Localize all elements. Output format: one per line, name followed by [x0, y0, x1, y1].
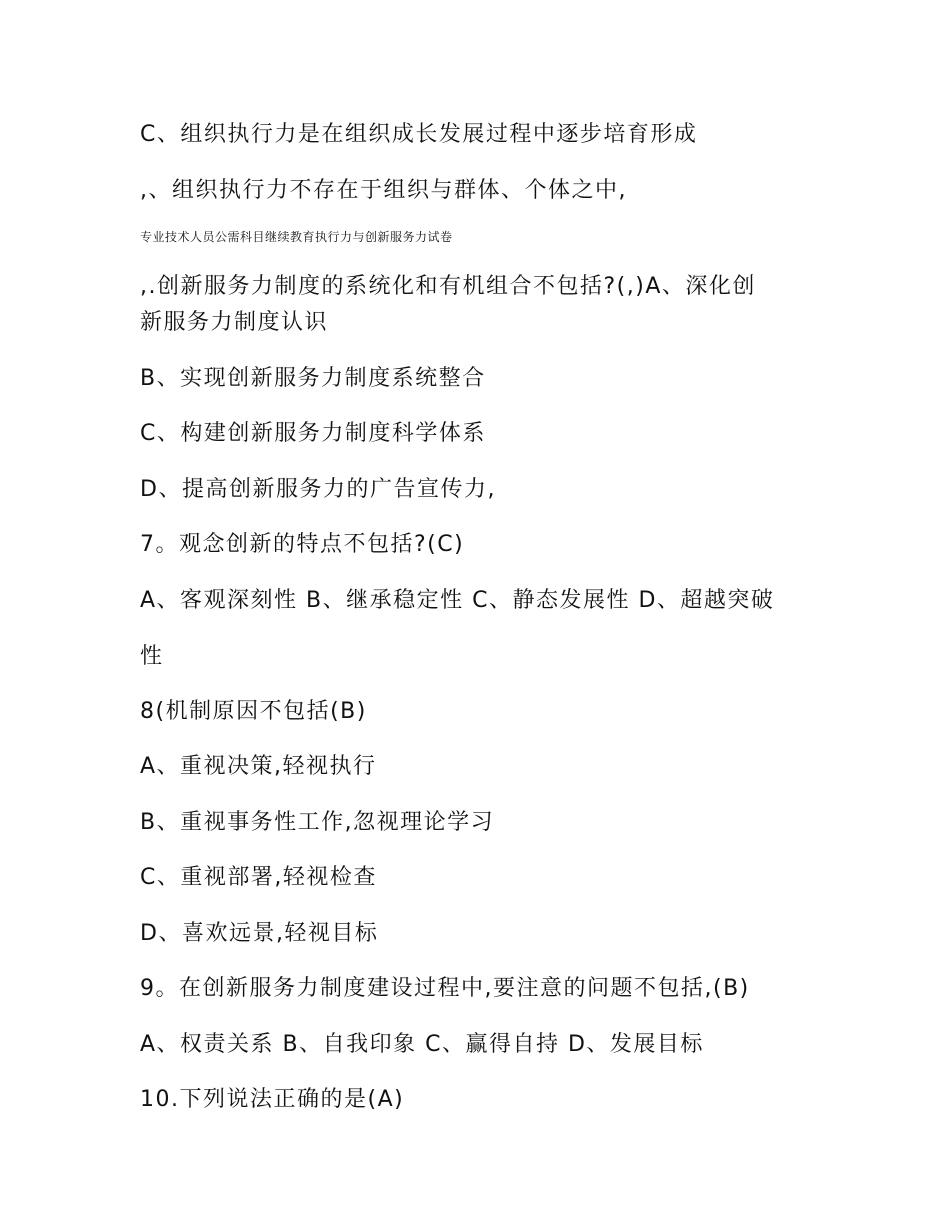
running-header: 专业技术人员公需科目继续教育执行力与创新服务力试卷 [140, 230, 453, 244]
question-6-line-1: ,.创新服务力制度的系统化和有机组合不包括?(,)A、深化创 [140, 274, 756, 299]
question-6-option-d: D、提高创新服务力的广告宣传力, [140, 477, 496, 502]
option-d-line: ,、组织执行力不存在于组织与群体、个体之中, [140, 178, 627, 203]
question-6-line-2: 新服务力制度认识 [140, 310, 329, 335]
question-8-option-d: D、喜欢远景,轻视目标 [140, 921, 379, 946]
question-8-option-a: A、重视决策,轻视执行 [140, 754, 377, 779]
option-c-line: C、组织执行力是在组织成长发展过程中逐步培育形成 [140, 122, 698, 147]
question-7-options: A、客观深刻性 B、继承稳定性 C、静态发展性 D、超越突破 [140, 588, 775, 613]
question-6-option-b: B、实现创新服务力制度系统整合 [140, 366, 486, 391]
question-8-option-b: B、重视事务性工作,忽视理论学习 [140, 810, 495, 835]
question-9-options: A、权责关系 B、自我印象 C、赢得自持 D、发展目标 [140, 1032, 704, 1057]
question-10: 10.下列说法正确的是(A) [140, 1087, 405, 1112]
question-9: 9。在创新服务力制度建设过程中,要注意的问题不包括,(B) [140, 976, 750, 1001]
question-8-option-c: C、重视部署,轻视检查 [140, 865, 377, 890]
question-8: 8(机制原因不包括(B) [140, 699, 367, 724]
question-6-option-c: C、构建创新服务力制度科学体系 [140, 421, 486, 446]
question-7-options-cont: 性 [140, 644, 164, 669]
question-7: 7。观念创新的特点不包括?(C) [140, 532, 465, 557]
